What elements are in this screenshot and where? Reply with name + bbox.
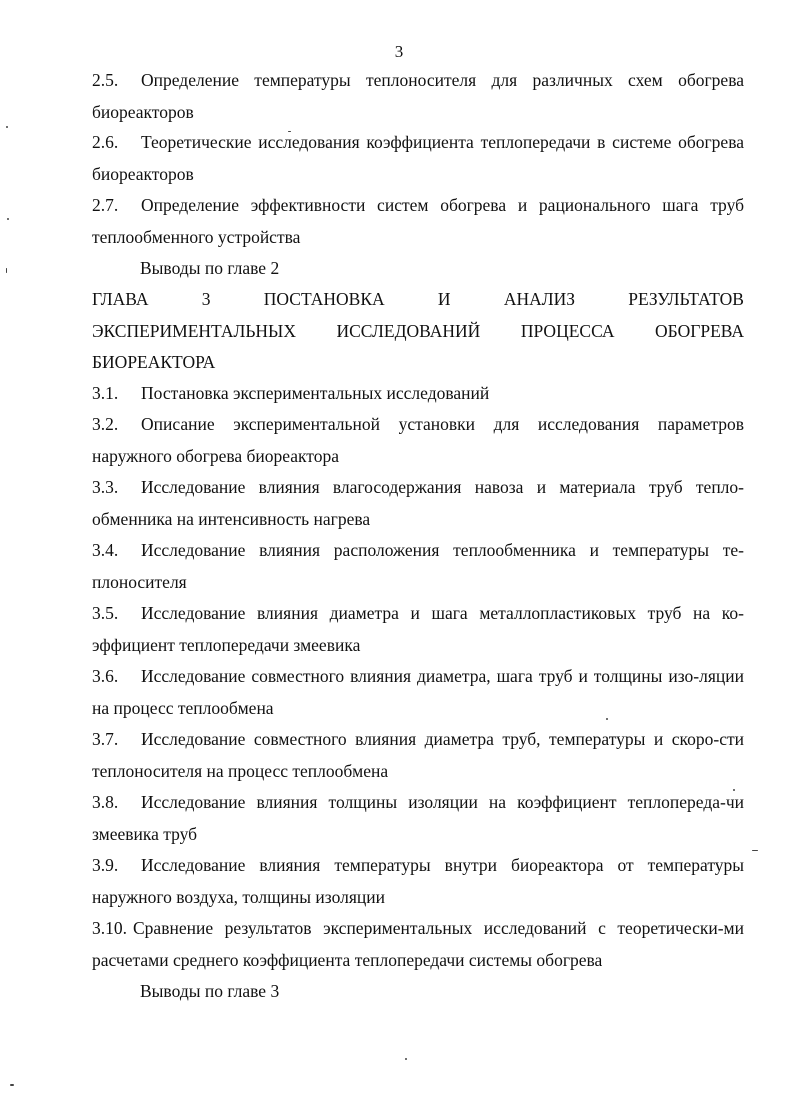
toc-entry-title: Описание экспериментальной установки для исследования параметров наружного обогрева биореактора (92, 414, 744, 466)
toc-entry-3-3 (92, 472, 744, 535)
toc-entry-3-10 (92, 913, 744, 976)
scan-speck (752, 850, 758, 851)
scan-speck (405, 1058, 407, 1060)
toc-entry-number: 3.1. (92, 383, 119, 403)
heading-word: РЕЗУЛЬТАТОВ (628, 289, 744, 309)
heading-word: ЭКСПЕРИМЕНТАЛЬНЫХ (92, 320, 296, 341)
toc-entry-3-9 (92, 850, 744, 913)
toc-entry-number: 3.10. (92, 918, 127, 938)
scan-speck (606, 718, 608, 720)
toc-entry-title: Исследование влияния расположения теплообменника и температуры те-плоносителя (92, 540, 744, 592)
toc-entry-number: 3.3. (92, 477, 119, 497)
toc-entry-3-4 (92, 535, 744, 598)
heading-word: И (437, 289, 451, 309)
toc-entry-3-7 (92, 724, 744, 787)
toc-entry-3-2 (92, 409, 744, 472)
toc-entry-title: Постановка экспериментальных исследований (141, 383, 490, 403)
chapter-heading-line-2 (92, 316, 744, 348)
toc-entry-3-1 (92, 378, 744, 410)
toc-entry-number: 3.9. (92, 855, 119, 875)
heading-word: АНАЛИЗ (503, 289, 576, 309)
heading-word: ГЛАВА (92, 289, 149, 309)
scan-speck (6, 268, 7, 273)
toc-entry-3-5 (92, 598, 744, 661)
toc-entry-title: Исследование влияния толщины изоляции на коэффициент теплопереда-чи змеевика труб (92, 792, 744, 844)
toc-entry-3-6 (92, 661, 744, 724)
scan-speck (6, 126, 8, 128)
toc-entry-2-6 (92, 127, 744, 190)
scan-speck (733, 789, 735, 791)
chapter-heading-line-1 (92, 284, 744, 316)
scan-speck (10, 1084, 14, 1086)
toc-entry-number: 3.5. (92, 603, 119, 623)
toc-entry-number: 2.6. (92, 132, 119, 152)
toc-entry-number: 2.5. (92, 70, 119, 90)
toc-entry-title: Определение эффективности систем обогрева и рационального шага труб теплообменного устройства (92, 195, 744, 247)
page-number: 3 (394, 42, 404, 61)
heading-word: ПОСТАНОВКА (263, 289, 385, 309)
toc-entry-title: Исследование совместного влияния диаметра, шага труб и толщины изо-ляции на процесс теплообмена (92, 666, 744, 718)
scan-speck (288, 131, 291, 132)
toc-entry-number: 3.6. (92, 666, 119, 686)
toc-entry-number: 3.4. (92, 540, 119, 560)
conclusion-chapter-3: Выводы по главе 3 (140, 981, 280, 1001)
toc-entry-title: Определение температуры теплоносителя для различных схем обогрева биореакторов (92, 70, 744, 122)
scan-speck (7, 218, 9, 220)
heading-word: 3 (201, 289, 211, 309)
conclusion-chapter-2: Выводы по главе 2 (140, 258, 280, 278)
toc-entry-title: Исследование совместного влияния диаметра труб, температуры и скоро-сти теплоносителя на процесс теплообмена (92, 729, 744, 781)
toc-entry-title: Исследование влияния диаметра и шага металлопластиковых труб на ко-эффициент теплопередачи змеевика (92, 603, 744, 655)
toc-entry-title: Сравнение результатов экспериментальных исследований с теоретически-ми расчетами среднего коэффициента теплопередачи системы обогрева (92, 918, 744, 970)
toc-entry-2-5 (92, 65, 744, 128)
toc-entry-number: 3.7. (92, 729, 119, 749)
toc-entry-2-7 (92, 190, 744, 253)
toc-entry-title: Исследование влияния температуры внутри биореактора от температуры наружного воздуха, толщины изоляции (92, 855, 744, 907)
chapter-3-heading (92, 284, 744, 379)
toc-entry-number: 2.7. (92, 195, 119, 215)
heading-word: ИССЛЕДОВАНИЙ (336, 320, 481, 341)
chapter-heading-line-3: БИОРЕАКТОРА (92, 352, 216, 372)
toc-entry-number: 3.2. (92, 414, 119, 434)
heading-word: ОБОГРЕВА (655, 320, 744, 341)
heading-word: ПРОЦЕССА (520, 320, 615, 341)
toc-entry-title: Теоретические исследования коэффициента теплопередачи в системе обогрева биореакторов (92, 132, 744, 184)
toc-entry-3-8 (92, 787, 744, 850)
toc-entry-title: Исследование влияния влагосодержания навоза и материала труб тепло-обменника на интенсивность нагрева (92, 477, 744, 529)
toc-entry-number: 3.8. (92, 792, 119, 812)
